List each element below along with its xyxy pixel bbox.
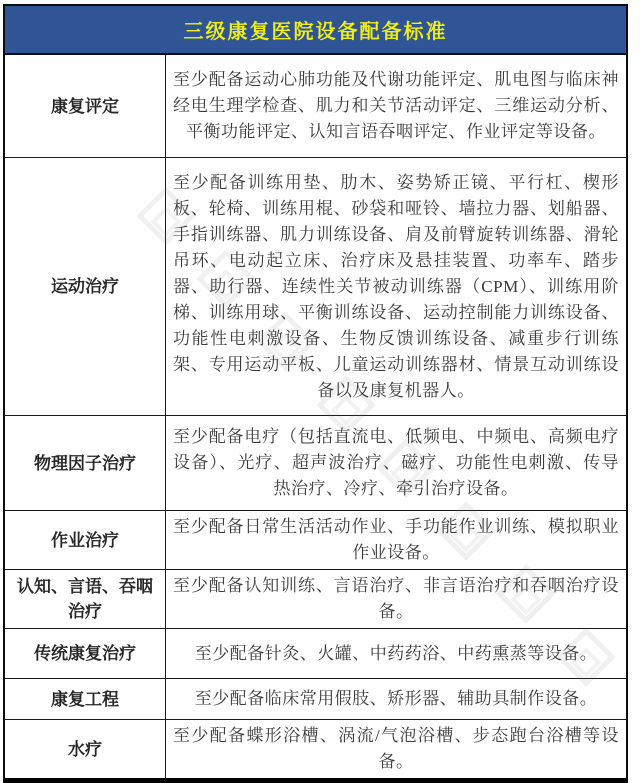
table-row (5, 629, 626, 679)
table-title: 三级康复医院设备配备标准 (183, 21, 448, 43)
table-row (5, 720, 626, 778)
equipment-cell (166, 629, 626, 678)
table-row (5, 679, 626, 720)
equipment-text: 至少配备日常生活活动作业、手功能作业训练、模拟职业作业设备。 (173, 517, 619, 562)
table-row (5, 416, 626, 511)
table-row (5, 570, 626, 629)
equipment-cell (166, 511, 626, 569)
equipment-text: 至少配备电疗（包括直流电、低频电、中频电、高频电疗设备）、光疗、超声波治疗、磁疗、功能性电刺激、传导热治疗、冷疗、牵引治疗设备。 (173, 427, 619, 498)
equipment-cell (166, 158, 626, 415)
equipment-cell (166, 679, 626, 719)
equipment-text: 至少配备运动心肺功能及代谢功能评定、肌电图与临床神经电生理学检查、肌力和关节活动评定、三维运动分析、平衡功能评定、认知言语吞咽评定、作业评定等设备。 (173, 70, 619, 141)
table-row (5, 158, 626, 416)
category-cell: 传统康复治疗 (5, 629, 166, 678)
category-cell: 物理因子治疗 (5, 416, 166, 510)
standards-table (3, 4, 628, 783)
table-row (5, 511, 626, 570)
category-cell: 康复评定 (5, 55, 166, 157)
equipment-cell (166, 55, 626, 157)
equipment-text: 至少配备认知训练、言语治疗、非言语治疗和吞咽治疗设备。 (173, 576, 619, 621)
category-cell: 康复工程 (5, 679, 166, 719)
category-cell: 认知、言语、吞咽治疗 (5, 570, 166, 628)
equipment-text: 至少配备临床常用假肢、矫形器、辅助具制作设备。 (194, 689, 598, 708)
equipment-cell (166, 720, 626, 778)
category-cell: 作业治疗 (5, 511, 166, 569)
equipment-text: 至少配备训练用垫、肋木、姿势矫正镜、平行杠、楔形板、轮椅、训练用棍、砂袋和哑铃、墙拉力器、划船器、手指训练器、肌力训练设备、肩及前臂旋转训练器、滑轮吊环、电动起立床、治疗床及悬挂装置、功率车、踏步器、助行器、连续性关节被动训练器（CPM）、训练用阶梯、训练用球、平衡训练设备、运动控制能力训练设备、功能性电刺激设备、生物反馈训练设备、减重步行训练架、专用运动平板、儿童运动训练器材、情景互动训练设备以及康复机器人。 (173, 172, 619, 400)
equipment-text: 至少配备针灸、火罐、中药药浴、中药熏蒸等设备。 (194, 643, 598, 663)
table-row (5, 55, 626, 158)
equipment-cell (166, 416, 626, 510)
category-cell: 水疗 (5, 720, 166, 778)
table-header (5, 6, 626, 55)
category-cell: 运动治疗 (5, 158, 166, 415)
equipment-cell (166, 570, 626, 628)
equipment-text: 至少配备蝶形浴槽、涡流/气泡浴槽、步态跑台浴槽等设备。 (173, 726, 619, 771)
